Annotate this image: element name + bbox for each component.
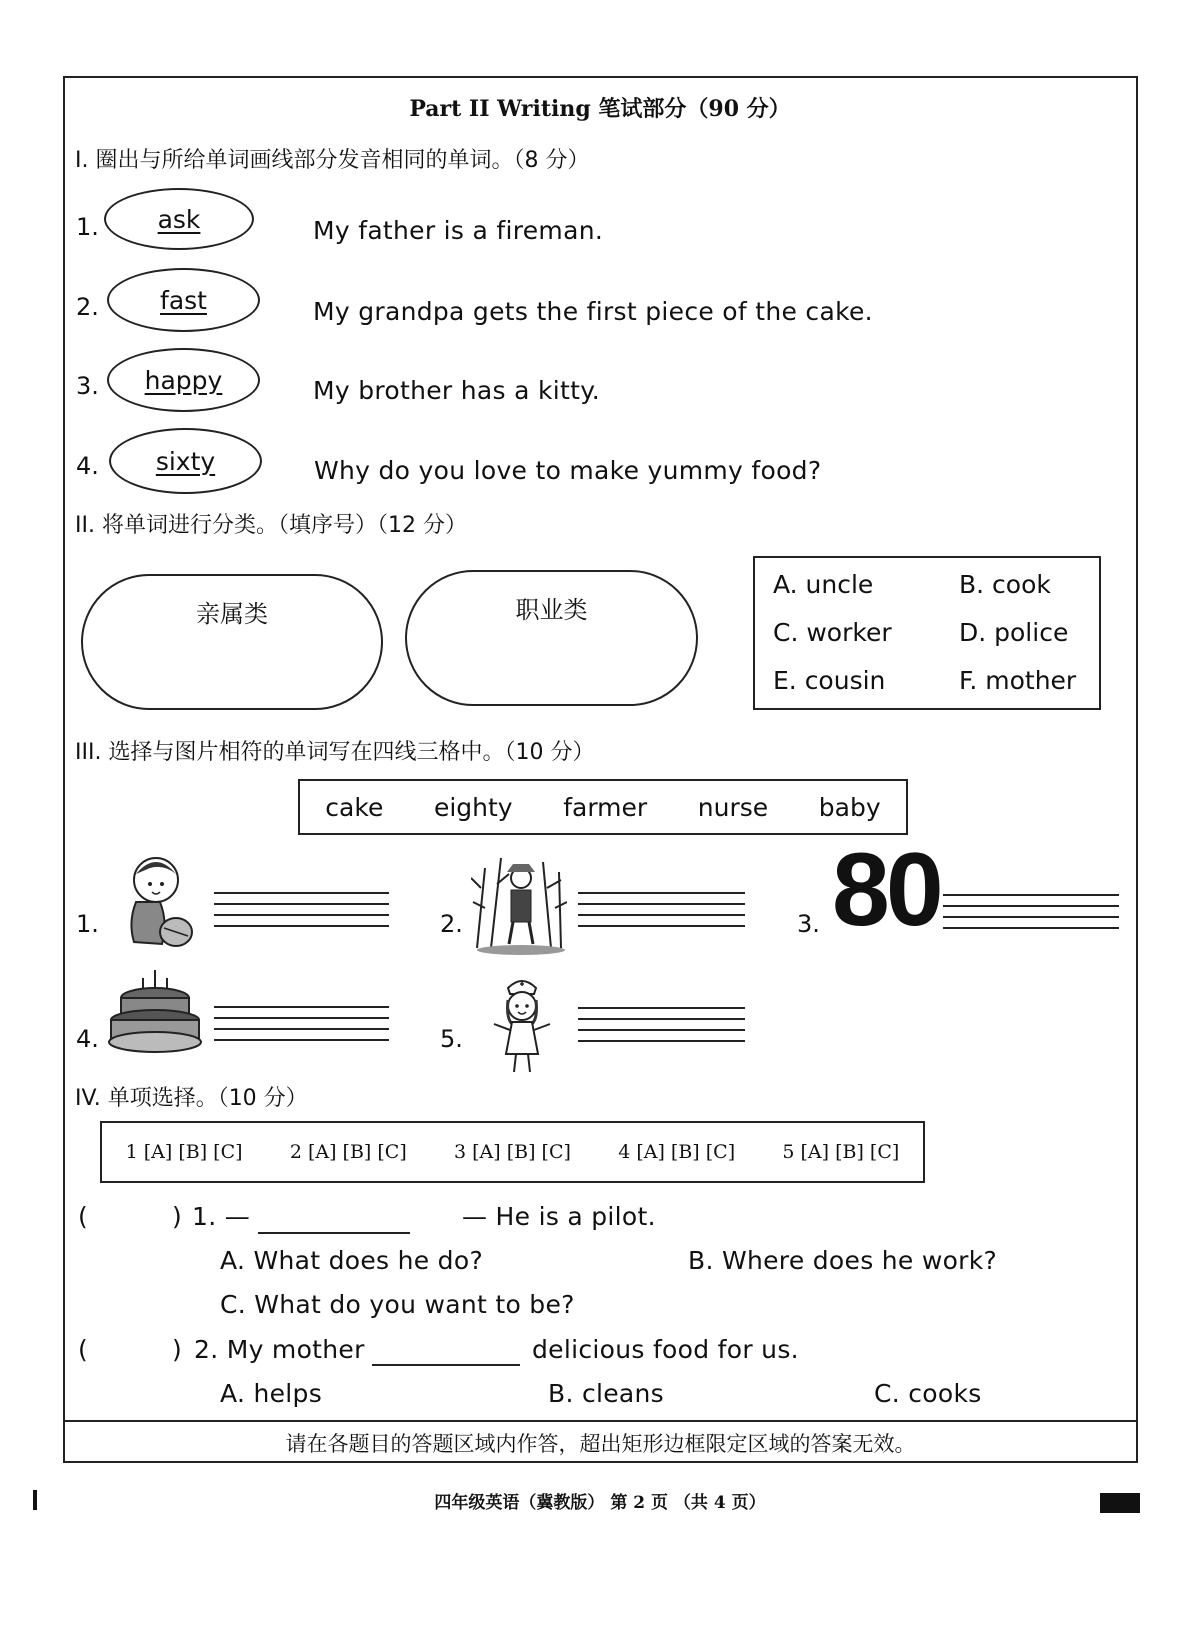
eighty-figure: 80 [832,832,940,948]
s1-word-4: sixty [155,446,216,476]
s1-word-3: happy [144,365,223,395]
answer-area-notice [63,1420,1138,1463]
s1-word-2: fast [160,285,207,315]
farmer-picture [471,848,567,956]
option-b: B. cook [959,570,1051,599]
nurse-picture [486,974,558,1078]
s1-oval-2 [107,268,260,332]
section3-heading: III. 选择与图片相符的单词写在四线三格中。（10 分） [75,740,595,765]
s3-num-4: 4. [76,1025,99,1053]
q1-option-c: C. What do you want to be? [220,1290,575,1319]
page-footer: 四年级英语（冀教版） 第 2 页 （共 4 页） [434,1493,766,1513]
category-label-jobs: 职业类 [515,596,588,624]
s3-num-1: 1. [76,910,99,938]
option-d: D. police [959,618,1069,647]
q2-paren-close: ) [172,1335,183,1364]
q2-blank[interactable] [372,1364,520,1366]
word-bank [298,779,908,835]
q1-paren-close: ) [172,1202,183,1231]
s1-num-1: 1. [76,213,99,241]
q2-prefix: 2. My mother [194,1335,365,1364]
q1-option-a: A. What does he do? [220,1246,484,1275]
bank-word-4: nurse [697,792,769,822]
s1-word-1: ask [157,204,201,234]
option-c: C. worker [773,618,892,647]
q1-response: — He is a pilot. [462,1202,656,1231]
q2-paren-open: ( [78,1335,89,1364]
category-oval-relatives [81,574,383,710]
bank-word-1: cake [325,792,384,822]
corner-marker [1100,1493,1140,1513]
answer-cell-5[interactable]: 5 [A] [B] [C] [782,1141,900,1163]
cake-picture [107,966,203,1056]
bank-word-5: baby [818,792,881,822]
notice-text: 请在各题目的答题区域内作答，超出矩形边框限定区域的答案无效。 [285,1431,916,1456]
s3-num-5: 5. [440,1025,463,1053]
answer-card [100,1121,925,1183]
s1-sentence-1: My father is a fireman. [313,216,604,245]
q1-blank[interactable] [258,1232,410,1234]
s1-sentence-2: My grandpa gets the first piece of the cake. [313,297,873,326]
category-label-relatives: 亲属类 [196,600,268,628]
option-e: E. cousin [773,666,886,695]
word-options-box [753,556,1101,710]
option-f: F. mother [959,666,1077,695]
category-oval-jobs [405,570,698,706]
s1-num-4: 4. [76,452,99,480]
writing-lines-5[interactable] [578,1007,745,1051]
option-a: A. uncle [773,570,874,599]
s1-sentence-4: Why do you love to make yummy food? [314,456,822,485]
q1-paren-open: ( [78,1202,89,1231]
s1-sentence-3: My brother has a kitty. [313,376,600,405]
s1-oval-4 [109,428,262,494]
s3-num-2: 2. [440,910,463,938]
q2-option-c: C. cooks [874,1379,982,1408]
section1-heading: I. 圈出与所给单词画线部分发音相同的单词。（8 分） [75,148,590,173]
bank-word-2: eighty [433,792,513,822]
s1-num-2: 2. [76,293,99,321]
answer-cell-3[interactable]: 3 [A] [B] [C] [454,1141,571,1163]
section2-heading: II. 将单词进行分类。（填序号）（12 分） [75,513,467,538]
q2-option-a: A. helps [220,1379,323,1408]
s1-oval-3 [107,348,260,412]
answer-cell-1[interactable]: 1 [A] [B] [C] [125,1141,243,1163]
bank-word-3: farmer [563,792,648,822]
q2-option-b: B. cleans [548,1379,665,1408]
writing-lines-3[interactable] [943,894,1119,938]
writing-lines-4[interactable] [214,1006,389,1050]
writing-lines-2[interactable] [578,892,745,936]
writing-lines-1[interactable] [214,892,389,936]
s1-num-3: 3. [76,372,99,400]
q1-prefix: 1. — [192,1202,250,1231]
page-title: Part II Writing 笔试部分（90 分） [409,96,791,122]
answer-cell-2[interactable]: 2 [A] [B] [C] [289,1141,407,1163]
section4-heading: IV. 单项选择。（10 分） [75,1086,308,1111]
baby-picture [98,852,200,954]
s1-oval-1 [104,188,254,250]
s3-num-3: 3. [797,910,820,938]
q2-suffix: delicious food for us. [532,1335,799,1364]
answer-cell-4[interactable]: 4 [A] [B] [C] [618,1141,736,1163]
q1-option-b: B. Where does he work? [688,1246,998,1275]
